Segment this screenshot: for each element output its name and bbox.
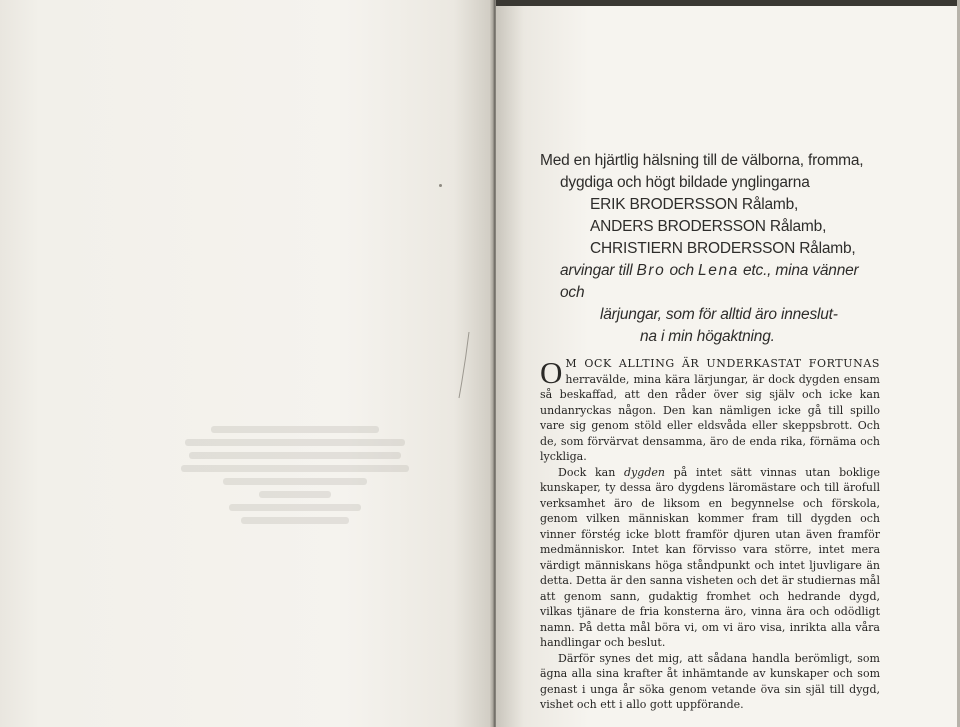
text: etc., mina vänner och — [560, 262, 859, 301]
emphasis: dygden — [624, 465, 665, 479]
text: Bro — [636, 262, 666, 279]
top-edge-shadow — [496, 0, 960, 6]
paragraph-text: herravälde, mina kära lärjungar, är dock dygden ensam så beskaffad, att den råder över sig själv och icke kan undanryckas någon. Den kan nämligen icke gå till spillo vare sig genom stöld eller eldsvåda eller skeppsbrott. Och de, som förvärvat densamma, äro de enda rika, förnäma och lyckliga. — [540, 372, 880, 463]
dedicatee-name — [540, 194, 880, 216]
text: arvingar till — [560, 262, 633, 279]
text: och — [669, 262, 694, 279]
dedication-line — [540, 260, 880, 304]
name-surname: Rålamb, — [769, 218, 827, 235]
text: Lena — [698, 262, 739, 279]
page-text — [540, 150, 880, 713]
pencil-mark — [455, 330, 475, 400]
text: Dock kan — [558, 465, 616, 479]
name-caps: CHRISTIERN BRODERSSON — [590, 240, 796, 257]
name-surname: Rålamb, — [741, 196, 799, 213]
paragraph: Därför synes det mig, att sådana handla berömligt, som ägna alla sina krafter åt inhämtande av kunskaper och som genast i unga år söka genom vetande öva sin själ till dygd, vishet och ett i allo gott uppförande. — [540, 651, 880, 711]
dedication-line: na i min högaktning. — [640, 328, 775, 345]
opening-caps: M OCK ALLTING ÄR UNDERKASTAT FORTUNAS — [565, 357, 880, 370]
dedicatee-name — [540, 238, 880, 260]
name-caps: ANDERS BRODERSSON — [590, 218, 766, 235]
dedicatee-name — [540, 216, 880, 238]
paragraph — [540, 356, 880, 465]
paragraph — [540, 465, 880, 651]
dedication-line: Med en hjärtlig hälsning till de välborna, fromma, — [540, 152, 864, 169]
drop-cap: O — [540, 355, 563, 390]
text: på intet sätt vinnas utan boklige kunskaper, ty dessa äro dygdens läromästare och till ärofull verksamhet äro de liksom en begynnelse och förskola, genom vilken människan kommer fram till dygden och vinner förstég icke blott framför djuren utan även framför medmänniskor. Intet kan förvisso vara större, intet mera värdigt människans höga ståndpunkt och intet ljuvligare än detta. Detta är den sanna visheten och det är studiernas mål att genom sann, gudaktig fromhet och hedrande dygd, vilkas tjänare de fria konsterna äro, vinna ära och odödligt namn. På detta mål böra vi, om vi äro visa, inrikta alla våra handlingar och beslut. — [540, 465, 881, 649]
dedication-line: dygdiga och högt bildade ynglingarna — [560, 174, 810, 191]
paper-speck — [439, 184, 442, 187]
dedication — [540, 150, 880, 348]
body-text — [540, 356, 880, 713]
bleed-through-text — [175, 420, 415, 640]
dedication-line: lärjungar, som för alltid äro inneslut- — [600, 306, 838, 323]
name-caps: ERIK BRODERSSON — [590, 196, 738, 213]
name-surname: Rålamb, — [799, 240, 856, 257]
